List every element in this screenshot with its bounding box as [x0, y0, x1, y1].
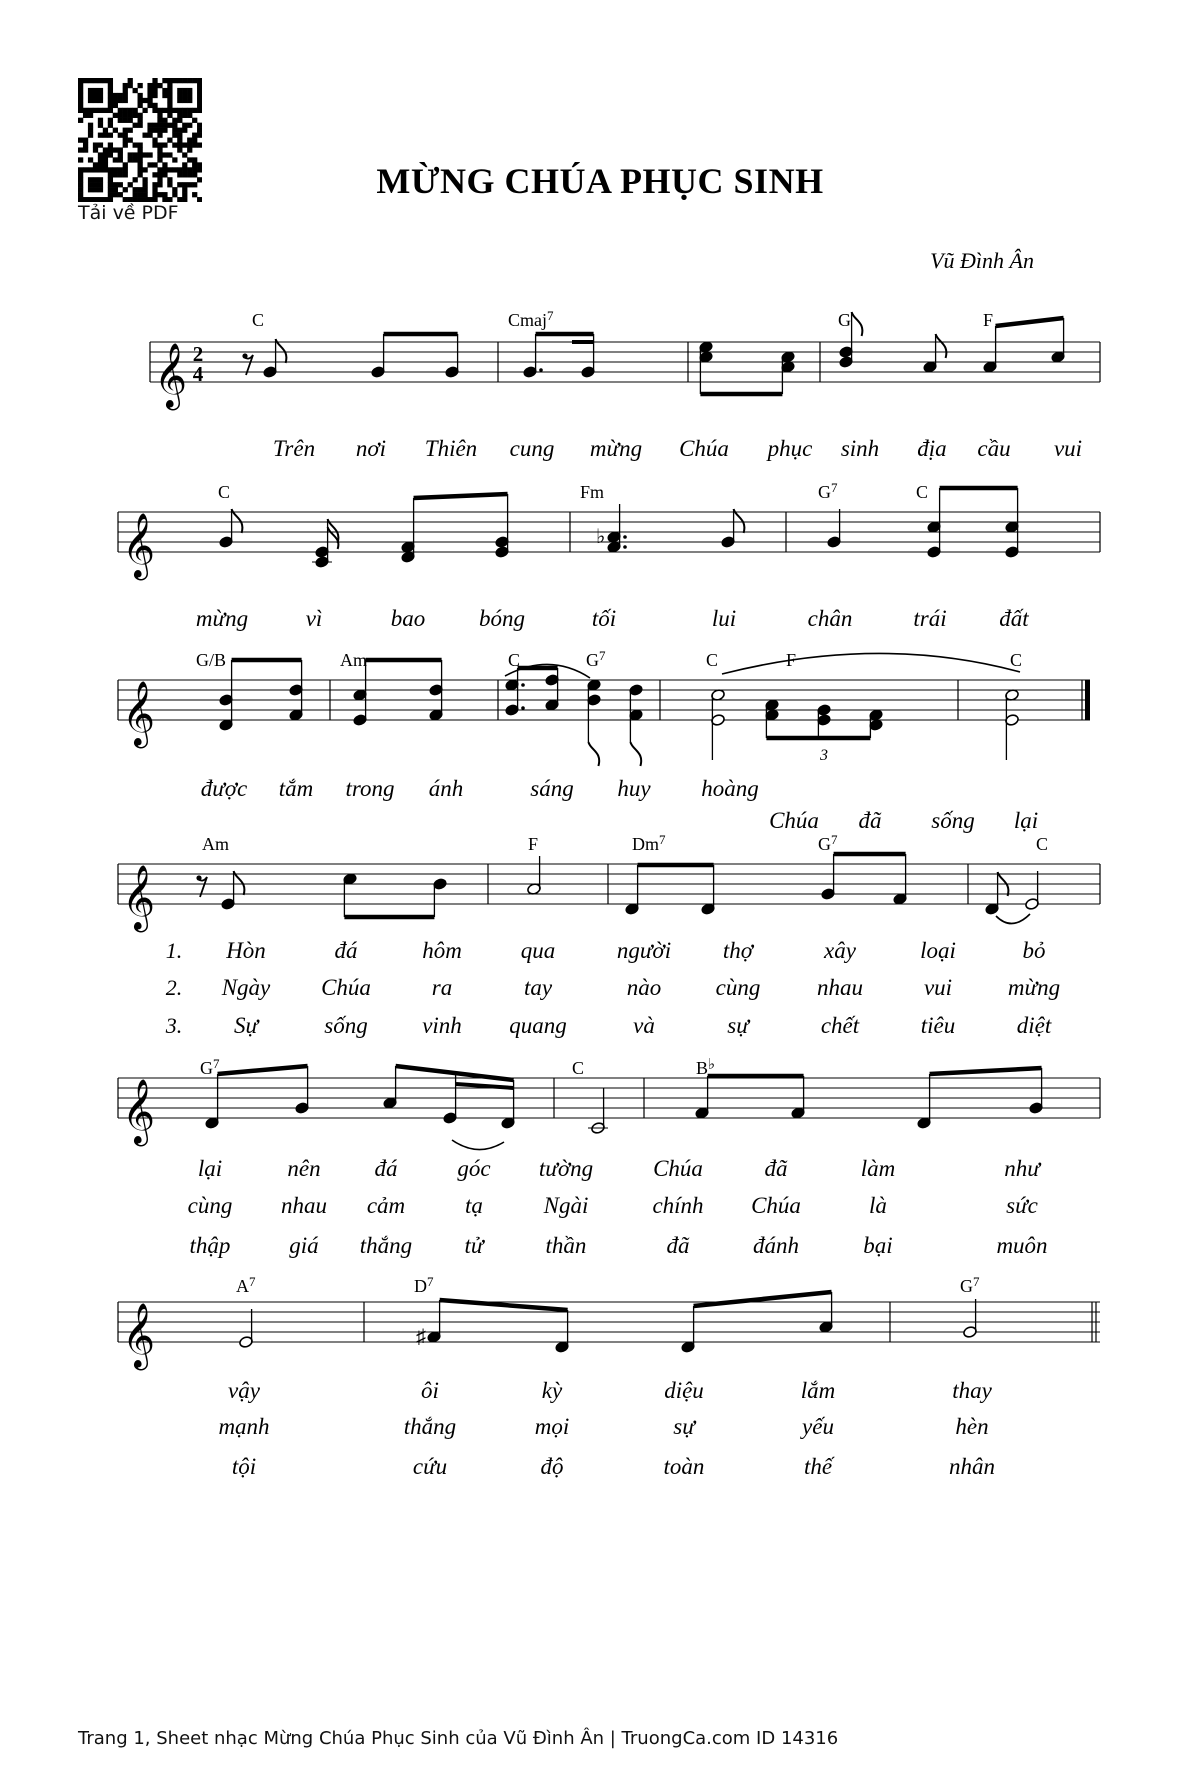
lyric-syllable: chính — [652, 1193, 704, 1218]
flag — [734, 509, 745, 533]
lyric-syllable: trái — [913, 606, 947, 631]
flag — [852, 312, 863, 336]
lyric-syllable: đá — [374, 1156, 398, 1181]
dot — [539, 368, 543, 372]
chord-symbol: $G^7$ — [200, 1056, 220, 1078]
lyric-syllable: đá — [334, 938, 358, 963]
chord-symbol: $D^7$ — [414, 1274, 434, 1296]
flag — [630, 742, 641, 766]
dot — [623, 535, 627, 539]
lyric-syllable: kỳ — [541, 1378, 563, 1403]
system-5 — [118, 1056, 1100, 1258]
chord-symbol: Am — [340, 650, 368, 670]
lyric-syllable: tay — [523, 975, 553, 1000]
lyric-syllable: góc — [457, 1156, 491, 1181]
treble-clef-icon: 𝄞 — [122, 681, 156, 746]
lyric-syllable: thắng — [403, 1414, 457, 1439]
lyric-syllable: vì — [305, 606, 323, 631]
system-4 — [118, 832, 1100, 1038]
treble-clef-icon: 𝄞 — [122, 513, 156, 578]
treble-clef-icon: 𝄞 — [122, 1303, 156, 1368]
lyric-syllable: bại — [863, 1233, 893, 1258]
lyric-syllable: thế — [803, 1454, 833, 1479]
lyric-syllable: thay — [952, 1378, 992, 1403]
lyric-syllable: thần — [545, 1233, 587, 1258]
lyric-syllable: bao — [390, 606, 426, 631]
lyric-syllable: mừng — [195, 606, 249, 631]
lyric-syllable: được — [200, 776, 248, 801]
lyric-syllable: độ — [540, 1454, 564, 1479]
lyric-syllable: vậy — [228, 1378, 260, 1403]
slur — [722, 653, 1020, 674]
lyric-syllable: sáng — [530, 776, 574, 801]
lyric-syllable: Chúa — [769, 808, 819, 833]
lyric-syllable: lui — [711, 606, 737, 631]
lyric-syllable: lại — [197, 1156, 223, 1181]
lyric-syllable: vui — [1053, 436, 1083, 461]
lyric-syllable: cùng — [715, 975, 761, 1000]
lyric-syllable: bóng — [479, 606, 525, 631]
lyric-syllable: muôn — [996, 1233, 1048, 1258]
lyric-syllable: mạnh — [218, 1414, 270, 1439]
chord-symbol: C — [706, 650, 719, 670]
slur — [996, 914, 1030, 924]
beam — [996, 318, 1064, 326]
lyric-syllable: Chúa — [321, 975, 371, 1000]
sharp-sign: ♯ — [416, 1326, 426, 1348]
lyric-syllable: tạ — [465, 1193, 483, 1218]
final-barline — [1085, 680, 1090, 720]
chord-symbol: Dm$^7$ — [632, 832, 666, 854]
time-signature-top: 2 — [192, 342, 204, 366]
beam — [694, 1292, 832, 1306]
system-3 — [118, 648, 1090, 833]
flat-sign: ♭ — [596, 526, 606, 548]
lyric-syllable: nhân — [949, 1454, 995, 1479]
lyric-syllable: Chúa — [679, 436, 729, 461]
lyric-syllable: như — [1004, 1156, 1040, 1181]
lyric-syllable: mừng — [589, 436, 643, 461]
lyric-syllable: ôi — [421, 1378, 439, 1403]
lyric-syllable: cung — [509, 436, 555, 461]
lyric-syllable: xây — [824, 938, 856, 963]
download-pdf-label[interactable]: Tải về PDF — [78, 202, 179, 224]
lyric-syllable: đã — [764, 1156, 788, 1181]
chord-symbol: Cmaj$^7$ — [508, 308, 554, 330]
lyric-syllable: diệt — [1016, 1013, 1052, 1038]
lyric-syllable: Ngày — [221, 975, 271, 1000]
lyric-syllable: sự — [673, 1414, 695, 1439]
lyric-syllable: sự — [727, 1013, 749, 1038]
verse-number: 1. — [165, 938, 183, 963]
beam — [218, 1066, 308, 1074]
lyric-syllable: nào — [626, 975, 662, 1000]
chord-symbol: $G^7$ — [586, 648, 606, 670]
lyric-syllable: diệu — [664, 1378, 704, 1403]
lyric-syllable: Hòn — [226, 938, 266, 963]
lyric-syllable: tiêu — [920, 1013, 956, 1038]
chord-symbol: C — [252, 310, 265, 330]
lyric-syllable: sống — [931, 808, 975, 833]
lyric-syllable: cùng — [187, 1193, 233, 1218]
beam — [930, 1068, 1042, 1074]
lyric-syllable: ánh — [428, 776, 464, 801]
beam — [456, 1084, 514, 1088]
flag — [588, 742, 599, 766]
lyric-syllable: hôm — [422, 938, 462, 963]
lyric-syllable: tối — [591, 606, 617, 631]
verse-number: 3. — [165, 1013, 183, 1038]
lyric-syllable: cầu — [977, 436, 1011, 461]
treble-clef-icon: 𝄞 — [122, 865, 156, 930]
lyric-syllable: loại — [920, 938, 956, 963]
verse-number: 2. — [165, 975, 183, 1000]
rest-dot — [242, 353, 247, 358]
lyric-syllable: Chúa — [751, 1193, 801, 1218]
lyric-syllable: tội — [231, 1454, 257, 1479]
tuplet-number: 3 — [820, 747, 828, 764]
beam — [414, 494, 508, 498]
lyric-syllable: là — [869, 1193, 887, 1218]
lyric-syllable: sống — [324, 1013, 368, 1038]
footer: Trang 1, Sheet nhạc Mừng Chúa Phục Sinh của Vũ Đình Ân | TruongCa.com ID 14316 — [78, 1728, 839, 1749]
chord-symbol: C — [1010, 650, 1023, 670]
lyric-syllable: thắng — [359, 1233, 413, 1258]
lyric-syllable: bỏ — [1022, 938, 1046, 963]
treble-clef-icon: 𝄞 — [154, 343, 188, 408]
chord-symbol: F — [786, 650, 797, 670]
lyric-syllable: tường — [538, 1156, 594, 1181]
chord-symbol: C — [1036, 834, 1049, 854]
lyric-syllable: ra — [431, 975, 453, 1000]
lyric-syllable: toàn — [663, 1454, 705, 1479]
lyric-syllable: mừng — [1007, 975, 1061, 1000]
chord-symbol: $G^7$ — [960, 1274, 980, 1296]
lyric-syllable: cảm — [366, 1193, 406, 1218]
lyric-syllable: người — [616, 938, 672, 963]
lyric-syllable: làm — [860, 1156, 896, 1181]
lyric-syllable: Ngài — [543, 1193, 589, 1218]
lyric-syllable: qua — [520, 938, 556, 963]
lyric-syllable: sinh — [840, 436, 880, 461]
chord-symbol: $A^7$ — [236, 1274, 256, 1296]
chord-symbol: C — [508, 650, 521, 670]
flag — [936, 334, 947, 358]
system-2 — [118, 480, 1100, 631]
lyric-syllable: nơi — [355, 436, 387, 461]
slur — [452, 1140, 504, 1150]
treble-clef-icon: 𝄞 — [122, 1079, 156, 1144]
lyric-syllable: lại — [1013, 808, 1039, 833]
system-1 — [150, 308, 1100, 461]
chord-symbol: B♭ — [696, 1057, 716, 1078]
lyric-syllable: thập — [189, 1233, 231, 1258]
time-signature-bottom: 4 — [192, 362, 204, 386]
song-title: MỪNG CHÚA PHỤC SINH — [376, 161, 824, 201]
lyric-syllable: chân — [807, 606, 853, 631]
chord-symbol: Am — [202, 834, 230, 854]
lyric-syllable: quang — [509, 1013, 567, 1038]
lyric-syllable: vinh — [422, 1013, 462, 1038]
lyric-syllable: đất — [999, 606, 1029, 631]
lyric-syllable: chết — [820, 1013, 860, 1038]
dot — [521, 683, 525, 687]
chord-symbol: C — [572, 1058, 585, 1078]
chord-symbol: C — [218, 482, 231, 502]
lyric-syllable: Sự — [233, 1013, 259, 1038]
chord-symbol: G/B — [196, 650, 227, 670]
lyric-syllable: nên — [287, 1156, 321, 1181]
lyric-syllable: và — [633, 1013, 655, 1038]
lyric-syllable: lắm — [800, 1378, 836, 1403]
chord-symbol: Fm — [580, 482, 605, 502]
chord-symbol: $G^7$ — [818, 832, 838, 854]
flag — [234, 871, 245, 895]
lyric-syllable: hèn — [955, 1414, 989, 1439]
flag — [276, 339, 287, 363]
lyric-syllable: đánh — [753, 1233, 799, 1258]
lyric-syllable: Chúa — [653, 1156, 703, 1181]
chord-symbol: $G^7$ — [818, 480, 838, 502]
lyric-syllable: vui — [923, 975, 953, 1000]
chord-symbol: F — [528, 834, 539, 854]
chord-symbol: G — [838, 310, 851, 330]
lyric-syllable: nhau — [281, 1193, 327, 1218]
lyric-syllable: yếu — [802, 1414, 834, 1439]
lyric-syllable: giá — [289, 1233, 319, 1258]
lyric-syllable: tử — [464, 1233, 484, 1258]
lyric-syllable: sức — [1006, 1193, 1038, 1218]
lyric-syllable: tắm — [278, 776, 314, 801]
lyric-syllable: trong — [345, 776, 395, 801]
composer: Vũ Đình Ân — [930, 248, 1034, 273]
chord-symbol: C — [916, 482, 929, 502]
chord-symbol: F — [983, 310, 994, 330]
lyric-syllable: huy — [617, 776, 651, 801]
lyric-syllable: cứu — [412, 1454, 448, 1479]
lyric-syllable: thợ — [722, 938, 754, 963]
lyric-syllable: mọi — [534, 1414, 570, 1439]
lyric-syllable: đã — [858, 808, 882, 833]
lyric-syllable: Trên — [272, 436, 316, 461]
lyric-syllable: đã — [666, 1233, 690, 1258]
rest-dot — [196, 875, 201, 880]
dot — [521, 706, 525, 710]
dot — [623, 545, 627, 549]
lyric-syllable: địa — [917, 436, 947, 461]
lyric-syllable: Thiên — [424, 436, 478, 461]
lyric-syllable: nhau — [817, 975, 863, 1000]
flag — [232, 509, 243, 533]
lyric-syllable: hoàng — [701, 776, 759, 801]
lyric-syllable: phục — [767, 436, 813, 461]
system-6 — [118, 1274, 1100, 1479]
